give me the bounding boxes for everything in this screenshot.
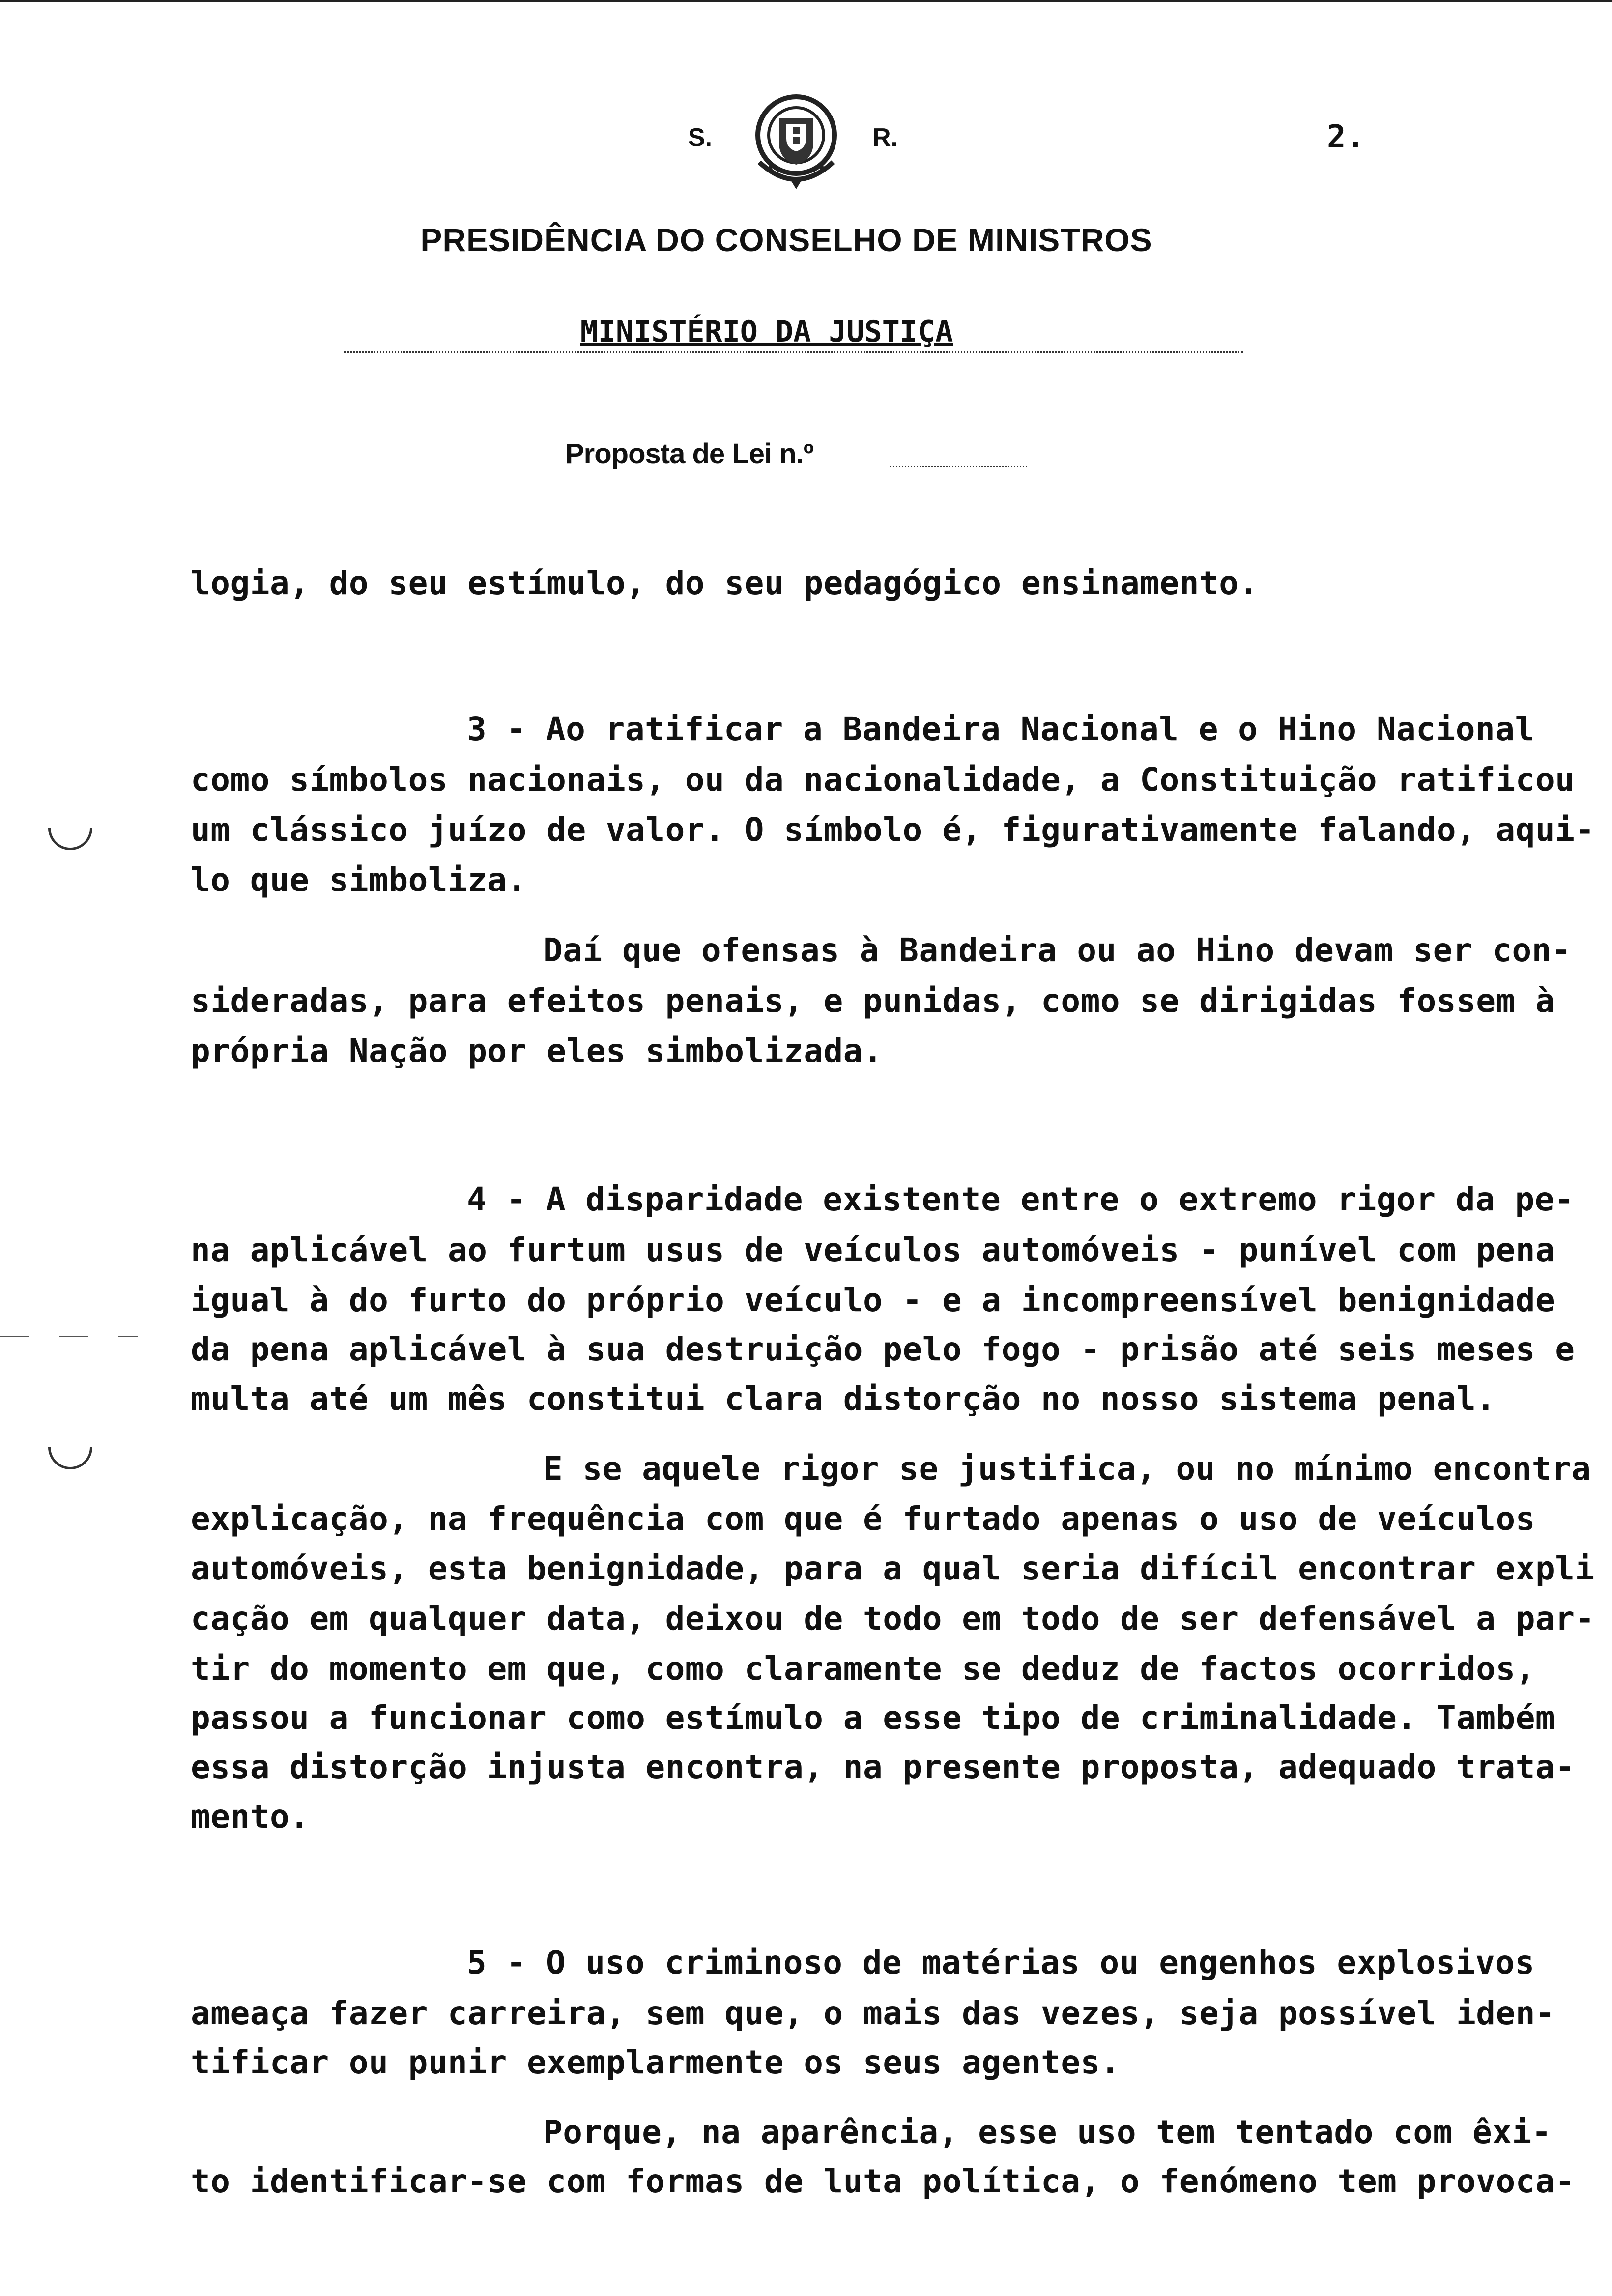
body-line: 4 - A disparidade existente entre o extremo rigor da pe- (467, 1180, 1575, 1218)
body-line: da pena aplicável à sua destruição pelo fogo - prisão até seis meses e (191, 1330, 1575, 1368)
body-line: ameaça fazer carreira, sem que, o mais das vezes, seja possível iden- (191, 1994, 1555, 2032)
body-line: 5 - O uso criminoso de matérias ou engenhos explosivos (467, 1944, 1535, 1981)
proposta-number-blank (890, 466, 1027, 467)
coat-of-arms-icon (740, 88, 853, 197)
body-line: tir do momento em que, como claramente se deduz de factos ocorridos, (191, 1650, 1536, 1688)
body-line: essa distorção injusta encontra, na presente proposta, adequado trata- (191, 1748, 1575, 1786)
margin-dash (59, 1336, 88, 1337)
body-line: multa até um mês constitui clara distorção no nosso sistema penal. (191, 1380, 1496, 1418)
ministerio-heading: MINISTÉRIO DA JUSTIÇA (580, 315, 953, 349)
header-r: R. (872, 123, 898, 152)
header-s: S. (688, 123, 713, 152)
body-line: to identificar-se com formas de luta política, o fenómeno tem provoca- (191, 2162, 1575, 2200)
body-line: sideradas, para efeitos penais, e punidas, como se dirigidas fossem à (191, 982, 1555, 1020)
proposta-label: Proposta de Lei n.º (565, 438, 813, 470)
top-rule (0, 0, 1612, 2)
ministerio-dotted-rule (344, 351, 1243, 353)
body-line: tificar ou punir exemplarmente os seus agentes. (191, 2043, 1121, 2081)
body-line: como símbolos nacionais, ou da nacionalidade, a Constituição ratificou (191, 761, 1575, 799)
body-line: igual à do furto do próprio veículo - e a incompreensível benignidade (191, 1281, 1555, 1319)
body-line: mento. (191, 1798, 310, 1836)
body-line: cação em qualquer data, deixou de todo em todo de ser defensável a par- (191, 1600, 1595, 1637)
punch-hole-mark (39, 1416, 101, 1478)
body-line: na aplicável ao furtum usus de veículos automóveis - punível com pena (191, 1231, 1555, 1269)
body-line: um clássico juízo de valor. O símbolo é, figurativamente falando, aqui- (191, 811, 1595, 849)
presidencia-heading: PRESIDÊNCIA DO CONSELHO DE MINISTROS (420, 222, 1152, 258)
body-line: Porque, na aparência, esse uso tem tentado com êxi- (543, 2113, 1552, 2151)
body-line: lo que simboliza. (191, 861, 527, 899)
body-line: 3 - Ao ratificar a Bandeira Nacional e o Hino Nacional (467, 710, 1535, 748)
punch-hole-mark (39, 797, 101, 859)
body-line: automóveis, esta benignidade, para a qual seria difícil encontrar expli (191, 1550, 1595, 1587)
body-line: explicação, na frequência com que é furtado apenas o uso de veículos (191, 1500, 1536, 1538)
margin-dash (118, 1336, 138, 1337)
body-line: própria Nação por eles simbolizada. (191, 1032, 883, 1070)
margin-dash (0, 1336, 29, 1337)
body-line: logia, do seu estímulo, do seu pedagógico ensinamento. (191, 564, 1259, 602)
body-line: E se aquele rigor se justifica, ou no mínimo encontra (543, 1450, 1591, 1488)
body-line: passou a funcionar como estímulo a esse tipo de criminalidade. Também (191, 1699, 1555, 1737)
page-number: 2. (1327, 119, 1365, 155)
body-line: Daí que ofensas à Bandeira ou ao Hino devam ser con- (543, 931, 1572, 969)
